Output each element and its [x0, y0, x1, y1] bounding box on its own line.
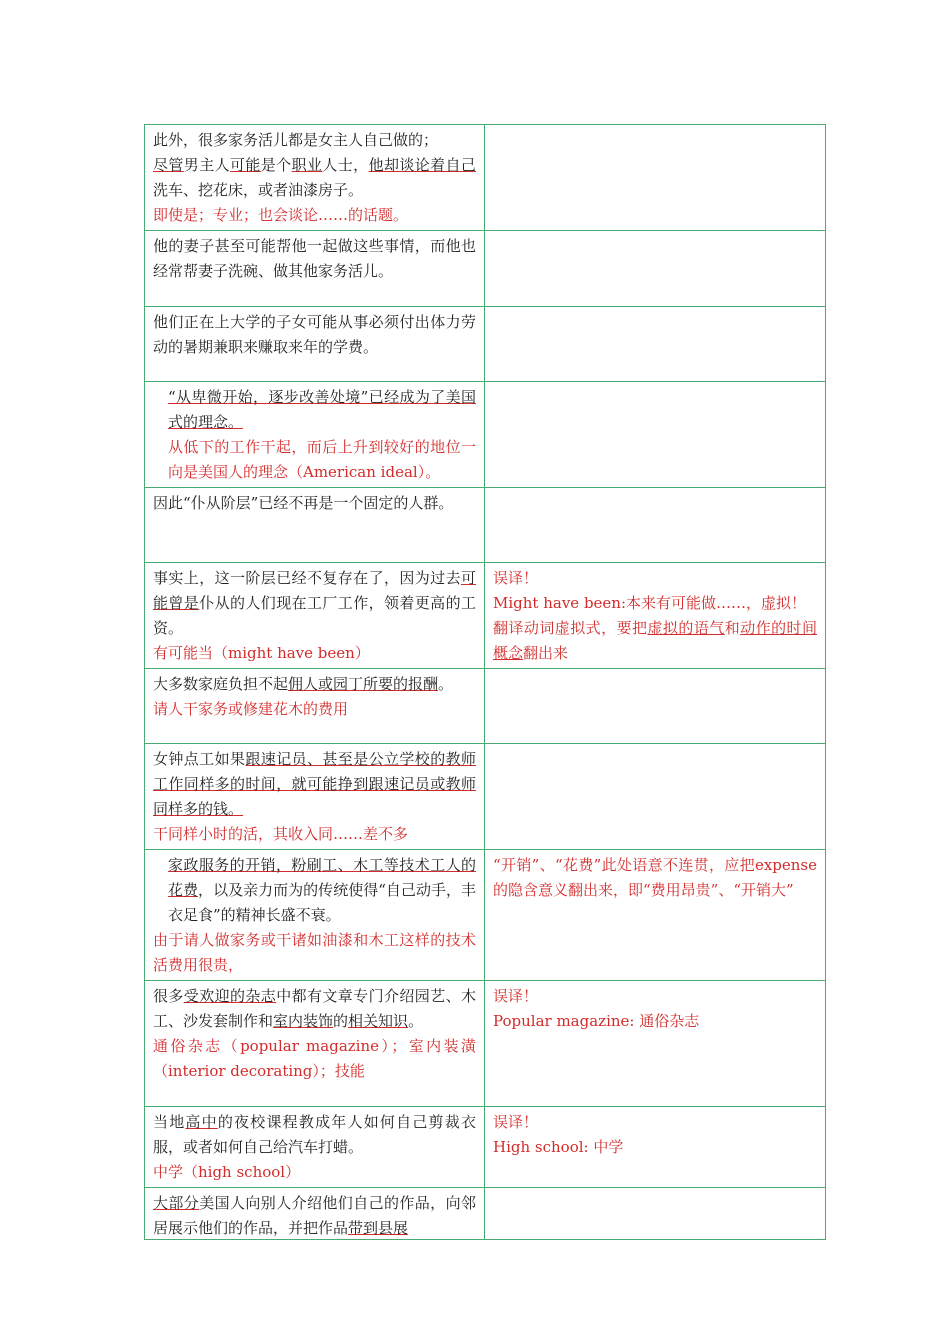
chinese-text: 事实上，这一阶层已经不复存在了，因为过去可能曾是仆从的人们现在工厂工作，领着更高的工资。	[153, 569, 476, 637]
chinese-text: 大多数家庭负担不起佣人或园丁所要的报酬。	[153, 675, 454, 693]
chinese-text: 此外，很多家务活儿都是女主人自己做的； 尽管男主人可能是个职业人士，他却谈论着自己洗车、挖花床，或者油漆房子。	[153, 131, 476, 199]
chinese-text: 他们正在上大学的子女可能从事必须付出体力劳动的暑期兼职来赚取来年的学费。	[153, 313, 476, 356]
comment-text: High school: 中学	[493, 1138, 624, 1156]
suggested-translation: 即使是；专业；也会谈论……的话题。	[153, 206, 409, 224]
source-cell	[145, 231, 485, 307]
source-cell	[145, 1107, 485, 1188]
chinese-text: 很多受欢迎的杂志中都有文章专门介绍园艺、木工、沙发套制作和室内装饰的相关知识。	[153, 987, 476, 1030]
comment-cell	[485, 981, 826, 1107]
table-row	[145, 307, 826, 382]
comment-cell	[485, 125, 826, 231]
comment-cell	[485, 669, 826, 744]
chinese-text: 女钟点工如果跟速记员、甚至是公立学校的教师工作同样多的时间，就可能挣到跟速记员或教师同样多的钱。	[153, 750, 476, 818]
comment-cell	[485, 563, 826, 669]
table-row	[145, 488, 826, 563]
table-row	[145, 669, 826, 744]
error-label: 误译！	[493, 569, 539, 587]
table-row	[145, 744, 826, 850]
source-cell	[145, 744, 485, 850]
comment-cell	[485, 1188, 826, 1240]
table-row	[145, 981, 826, 1107]
table-row	[145, 125, 826, 231]
suggested-translation: 中学（high school）	[153, 1163, 301, 1181]
source-cell	[145, 488, 485, 563]
source-cell	[145, 850, 485, 981]
source-cell	[145, 125, 485, 231]
comment-text: Might have been:本来有可能做……，虚拟！	[493, 594, 807, 612]
chinese-text: “从卑微开始，逐步改善处境”已经成为了美国式的理念。	[168, 388, 476, 431]
comment-cell	[485, 382, 826, 488]
error-label: 误译！	[493, 987, 539, 1005]
chinese-text: 家政服务的开销，粉刷工、木工等技术工人的花费，以及亲力而为的传统使得“自己动手，丰衣足食”的精神长盛不衰。	[168, 856, 476, 924]
comment-text: 翻译动词虚拟式，要把虚拟的语气和动作的时间概念翻出来	[493, 619, 817, 662]
suggested-translation: 由于请人做家务或干诸如油漆和木工这样的技术活费用很贵，	[153, 931, 476, 974]
source-cell	[145, 669, 485, 744]
table-row	[145, 382, 826, 488]
comment-cell	[485, 850, 826, 981]
table-row	[145, 231, 826, 307]
chinese-text: 他的妻子甚至可能帮他一起做这些事情，而他也经常帮妻子洗碗、做其他家务活儿。	[153, 237, 476, 280]
chinese-text: 大部分美国人向别人介绍他们自己的作品，向邻居展示他们的作品，并把作品带到县展	[153, 1194, 476, 1237]
chinese-text: 当地高中的夜校课程教成年人如何自己剪裁衣服，或者如何自己给汽车打蜡。	[153, 1113, 476, 1156]
suggested-translation: 有可能当（might have been）	[153, 644, 370, 662]
source-cell	[145, 382, 485, 488]
source-cell	[145, 981, 485, 1107]
translation-notes-table	[144, 124, 826, 1240]
comment-text: “开销”、“花费”此处语意不连贯，应把expense的隐含意义翻出来，即“费用昂贵”、“开销大”	[493, 856, 817, 899]
table-row	[145, 850, 826, 981]
comment-cell	[485, 307, 826, 382]
table-row	[145, 563, 826, 669]
suggested-translation: 请人干家务或修建花木的费用	[153, 700, 349, 718]
comment-cell	[485, 231, 826, 307]
source-cell	[145, 307, 485, 382]
table-row	[145, 1107, 826, 1188]
suggested-translation: 从低下的工作干起，而后上升到较好的地位一向是美国人的理念（American ideal）。	[168, 438, 476, 481]
suggested-translation: 干同样小时的活，其收入同……差不多	[153, 825, 409, 843]
comment-cell	[485, 1107, 826, 1188]
comment-cell	[485, 744, 826, 850]
comment-cell	[485, 488, 826, 563]
source-cell	[145, 1188, 485, 1240]
suggested-translation: 通俗杂志（popular magazine）；室内装潢（interior decorating）；技能	[153, 1037, 476, 1080]
chinese-text: 因此“仆从阶层”已经不再是一个固定的人群。	[153, 494, 454, 512]
comment-text: Popular magazine: 通俗杂志	[493, 1012, 700, 1030]
source-cell	[145, 563, 485, 669]
error-label: 误译！	[493, 1113, 539, 1131]
table-row	[145, 1188, 826, 1240]
